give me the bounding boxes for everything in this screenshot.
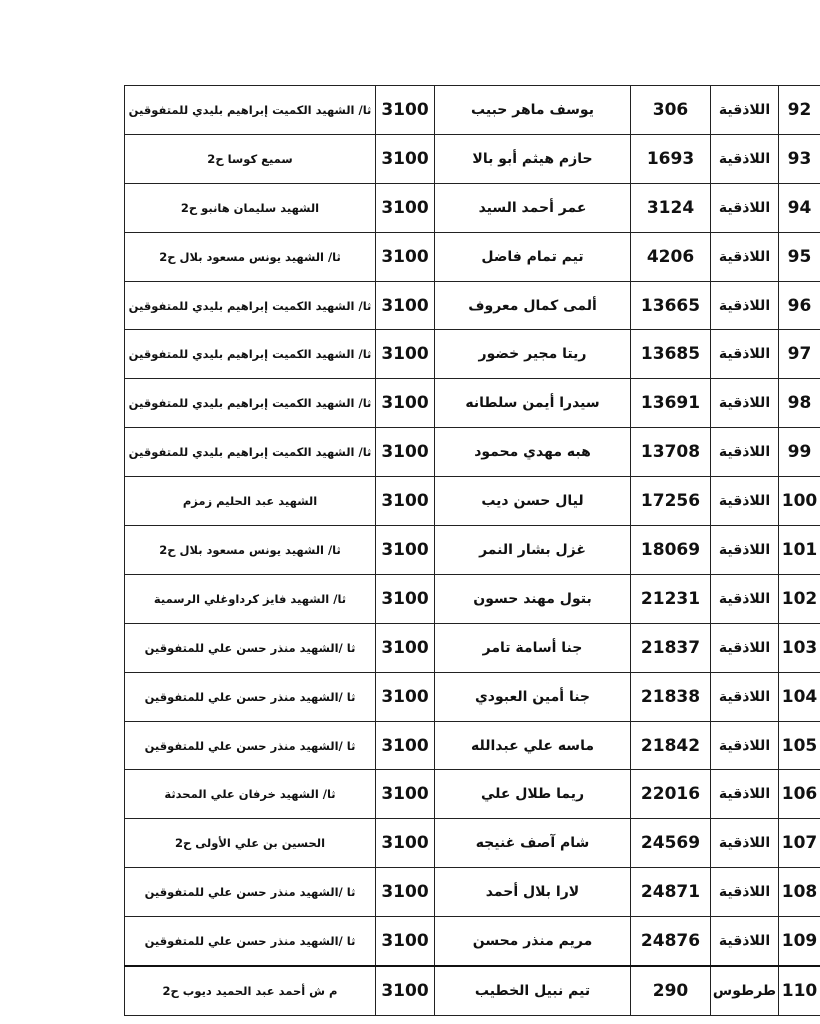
- exam-number-cell: 13665: [631, 281, 711, 330]
- exam-number-cell: 21842: [631, 721, 711, 770]
- score-cell: 3100: [376, 966, 435, 1015]
- row-number-cell: 101: [779, 526, 820, 575]
- table-row: [125, 574, 820, 623]
- student-name-cell: ألمى كمال معروف: [435, 281, 631, 330]
- table-row: [125, 183, 820, 232]
- governorate-cell: اللاذقية: [711, 330, 779, 379]
- student-name-cell: شام آصف غنيجه: [435, 819, 631, 868]
- table-row: [125, 966, 820, 1015]
- score-cell: 3100: [376, 623, 435, 672]
- student-name-cell: عمر أحمد السيد: [435, 183, 631, 232]
- school-cell: ثا /الشهيد منذر حسن علي للمتفوقين: [125, 868, 376, 917]
- table-row: [125, 232, 820, 281]
- student-name-cell: بتول مهند حسون: [435, 574, 631, 623]
- student-name-cell: تيم تمام فاضل: [435, 232, 631, 281]
- exam-number-cell: 18069: [631, 526, 711, 575]
- row-number-cell: 106: [779, 770, 820, 819]
- table-row: [125, 917, 820, 966]
- governorate-cell: اللاذقية: [711, 721, 779, 770]
- student-name-cell: ريتا مجير خضور: [435, 330, 631, 379]
- school-cell: ثا/ الشهيد خرفان علي المحدثة: [125, 770, 376, 819]
- score-cell: 3100: [376, 379, 435, 428]
- table-row: [125, 379, 820, 428]
- governorate-cell: اللاذقية: [711, 232, 779, 281]
- score-cell: 3100: [376, 477, 435, 526]
- governorate-cell: اللاذقية: [711, 134, 779, 183]
- score-cell: 3100: [376, 819, 435, 868]
- student-name-cell: تيم نبيل الخطيب: [435, 966, 631, 1015]
- score-cell: 3100: [376, 868, 435, 917]
- table-row: [125, 868, 820, 917]
- exam-number-cell: 3124: [631, 183, 711, 232]
- exam-number-cell: 13691: [631, 379, 711, 428]
- score-cell: 3100: [376, 428, 435, 477]
- student-name-cell: غزل بشار النمر: [435, 526, 631, 575]
- student-name-cell: هبه مهدي محمود: [435, 428, 631, 477]
- exam-number-cell: 290: [631, 966, 711, 1015]
- row-number-cell: 110: [779, 966, 820, 1015]
- row-number-cell: 105: [779, 721, 820, 770]
- student-name-cell: حازم هيثم أبو بالا: [435, 134, 631, 183]
- table-row: [125, 281, 820, 330]
- school-cell: ثا /الشهيد منذر حسن علي للمتفوقين: [125, 623, 376, 672]
- governorate-cell: اللاذقية: [711, 281, 779, 330]
- school-cell: ثا/ الشهيد الكميت إبراهيم بليدي للمتفوقين: [125, 428, 376, 477]
- score-cell: 3100: [376, 770, 435, 819]
- student-name-cell: لارا بلال أحمد: [435, 868, 631, 917]
- school-cell: ثا/ الشهيد يونس مسعود بلال ح2: [125, 232, 376, 281]
- governorate-cell: اللاذقية: [711, 86, 779, 135]
- exam-number-cell: 24876: [631, 917, 711, 966]
- table-row: [125, 477, 820, 526]
- school-cell: ثا /الشهيد منذر حسن علي للمتفوقين: [125, 721, 376, 770]
- table-row: [125, 770, 820, 819]
- exam-number-cell: 24569: [631, 819, 711, 868]
- governorate-cell: اللاذقية: [711, 672, 779, 721]
- school-cell: ثا/ الشهيد الكميت إبراهيم بليدي للمتفوقين: [125, 379, 376, 428]
- exam-number-cell: 21838: [631, 672, 711, 721]
- row-number-cell: 100: [779, 477, 820, 526]
- exam-number-cell: 1693: [631, 134, 711, 183]
- student-name-cell: سيدرا أيمن سلطانه: [435, 379, 631, 428]
- results-table: [124, 85, 820, 1016]
- school-cell: ثا/ الشهيد الكميت إبراهيم بليدي للمتفوقين: [125, 330, 376, 379]
- school-cell: الحسين بن علي الأولى ح2: [125, 819, 376, 868]
- exam-number-cell: 21837: [631, 623, 711, 672]
- student-name-cell: ريما طلال علي: [435, 770, 631, 819]
- table-row: [125, 526, 820, 575]
- row-number-cell: 104: [779, 672, 820, 721]
- row-number-cell: 108: [779, 868, 820, 917]
- score-cell: 3100: [376, 86, 435, 135]
- table-row: [125, 819, 820, 868]
- exam-number-cell: 21231: [631, 574, 711, 623]
- student-name-cell: ليال حسن ديب: [435, 477, 631, 526]
- school-cell: الشهيد سليمان هانبو ح2: [125, 183, 376, 232]
- row-number-cell: 103: [779, 623, 820, 672]
- school-cell: الشهيد عبد الحليم زمزم: [125, 477, 376, 526]
- score-cell: 3100: [376, 526, 435, 575]
- row-number-cell: 95: [779, 232, 820, 281]
- table-row: [125, 330, 820, 379]
- exam-number-cell: 4206: [631, 232, 711, 281]
- student-name-cell: ماسه علي عبدالله: [435, 721, 631, 770]
- student-name-cell: يوسف ماهر حبيب: [435, 86, 631, 135]
- table-row: [125, 134, 820, 183]
- table-row: [125, 86, 820, 135]
- row-number-cell: 93: [779, 134, 820, 183]
- school-cell: ثا/ الشهيد فايز كرداوغلي الرسمية: [125, 574, 376, 623]
- governorate-cell: اللاذقية: [711, 917, 779, 966]
- row-number-cell: 97: [779, 330, 820, 379]
- table-row: [125, 623, 820, 672]
- score-cell: 3100: [376, 672, 435, 721]
- row-number-cell: 102: [779, 574, 820, 623]
- school-cell: م ش أحمد عبد الحميد ديوب ح2: [125, 966, 376, 1015]
- score-cell: 3100: [376, 281, 435, 330]
- score-cell: 3100: [376, 232, 435, 281]
- school-cell: ثا/ الشهيد الكميت إبراهيم بليدي للمتفوقين: [125, 86, 376, 135]
- row-number-cell: 109: [779, 917, 820, 966]
- school-cell: سميع كوسا ح2: [125, 134, 376, 183]
- governorate-cell: اللاذقية: [711, 477, 779, 526]
- school-cell: ثا/ الشهيد يونس مسعود بلال ح2: [125, 526, 376, 575]
- governorate-cell: اللاذقية: [711, 623, 779, 672]
- exam-number-cell: 13685: [631, 330, 711, 379]
- exam-number-cell: 17256: [631, 477, 711, 526]
- governorate-cell: اللاذقية: [711, 428, 779, 477]
- governorate-cell: اللاذقية: [711, 819, 779, 868]
- exam-number-cell: 24871: [631, 868, 711, 917]
- row-number-cell: 96: [779, 281, 820, 330]
- row-number-cell: 94: [779, 183, 820, 232]
- table-body: [125, 86, 820, 1016]
- score-cell: 3100: [376, 330, 435, 379]
- score-cell: 3100: [376, 721, 435, 770]
- row-number-cell: 99: [779, 428, 820, 477]
- governorate-cell: طرطوس: [711, 966, 779, 1015]
- school-cell: ثا/ الشهيد الكميت إبراهيم بليدي للمتفوقين: [125, 281, 376, 330]
- student-name-cell: مريم منذر محسن: [435, 917, 631, 966]
- governorate-cell: اللاذقية: [711, 379, 779, 428]
- exam-number-cell: 22016: [631, 770, 711, 819]
- governorate-cell: اللاذقية: [711, 770, 779, 819]
- governorate-cell: اللاذقية: [711, 526, 779, 575]
- score-cell: 3100: [376, 917, 435, 966]
- governorate-cell: اللاذقية: [711, 868, 779, 917]
- score-cell: 3100: [376, 183, 435, 232]
- governorate-cell: اللاذقية: [711, 183, 779, 232]
- student-name-cell: جنا أمين العبودي: [435, 672, 631, 721]
- row-number-cell: 92: [779, 86, 820, 135]
- row-number-cell: 98: [779, 379, 820, 428]
- score-cell: 3100: [376, 134, 435, 183]
- score-cell: 3100: [376, 574, 435, 623]
- table-row: [125, 428, 820, 477]
- exam-number-cell: 13708: [631, 428, 711, 477]
- student-name-cell: جنا أسامة تامر: [435, 623, 631, 672]
- school-cell: ثا /الشهيد منذر حسن علي للمتفوقين: [125, 917, 376, 966]
- row-number-cell: 107: [779, 819, 820, 868]
- exam-number-cell: 306: [631, 86, 711, 135]
- school-cell: ثا /الشهيد منذر حسن علي للمتفوقين: [125, 672, 376, 721]
- table-row: [125, 672, 820, 721]
- governorate-cell: اللاذقية: [711, 574, 779, 623]
- table-row: [125, 721, 820, 770]
